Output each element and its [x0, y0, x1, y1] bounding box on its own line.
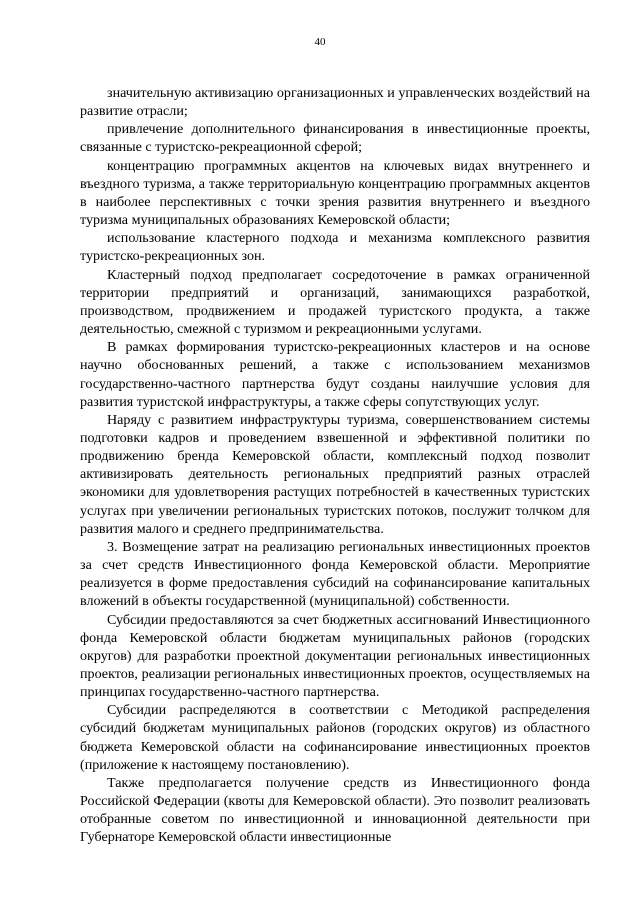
paragraph-subsidies-distribution: Субсидии распределяются в соответствии с Методикой распределения субсидий бюджетам муниципальных районов (городских округов) из областного бюджета Кемеровской области на софинансирование инвестиционных проектов (приложение к настоящему постановлению). — [80, 702, 590, 773]
paragraph-additional-financing: привлечение дополнительного финансирования в инвестиционные проекты, связанные с туристско-рекреационной сферой; — [80, 121, 590, 156]
paragraph-federal-fund: Также предполагается получение средств из Инвестиционного фонда Российской Федерации (квоты для Кемеровской области). Это позволит реализовать отобранные советом по инвестиционной и инновационной деятельности при Губернаторе Кемеровской области инвестиционные — [80, 774, 590, 846]
paragraph-subsidies-provision: Субсидии предоставляются за счет бюджетных ассигнований Инвестиционного фонда Кемеровской области бюджетам муниципальных районов (городских округов) для разработки проектной документации региональных инвестиционных проектов, реализации региональных инвестиционных проектов, осуществляемых на принципах государственно-частного партнерства. — [80, 611, 590, 701]
paragraph-investment-fund-compensation: 3. Возмещение затрат на реализацию региональных инвестиционных проектов за счет средств Инвестиционного фонда Кемеровской области. Мероприятие реализуется в форме предоставления субсидий на софинансирование капитальных вложений в объекты государственной (муниципальной) собственности. — [80, 538, 590, 610]
paragraph-activization: значительную активизацию организационных и управленческих воздействий на развитие отрасли; — [80, 85, 590, 120]
paragraph-cluster-definition: Кластерный подход предполагает сосредоточение в рамках ограниченной территории предприятий и организаций, занимающихся разработкой, производством, продвижением и продажей туристского продукта, а также деятельностью, смежной с туризмом и рекреационными услугами. — [80, 266, 590, 338]
paragraph-tourism-clusters: В рамках формирования туристско-рекреационных кластеров и на основе научно обоснованных решений, а также с использованием механизмов государственно-частного партнерства будут созданы наилучшие условия для развития туристской инфраструктуры, а также сферы сопутствующих услуг. — [80, 339, 590, 410]
paragraph-cluster-approach-use: использование кластерного подхода и механизма комплексного развития туристско-рекреационных зон. — [80, 230, 590, 265]
paragraph-program-concentration: концентрацию программных акцентов на ключевых видах внутреннего и въездного туризма, а также территориальную концентрацию программных акцентов в наиболее перспективных с точки зрения развития внутреннего и въездного туризма муниципальных образованиях Кемеровской области; — [80, 157, 590, 229]
paragraph-infrastructure-development: Наряду с развитием инфраструктуры туризма, совершенствованием системы подготовки кадров и проведением взвешенной и эффективной политики по продвижению бренда Кемеровской области, комплексный подход позволит активизировать деятельность региональных предприятий разных отраслей экономики для удовлетворения растущих потребностей в качественных туристских услугах при увеличении региональных туристских потоков, послужит толчком для развития малого и среднего предпринимательства. — [80, 411, 590, 537]
page-number: 40 — [314, 36, 326, 48]
document-body — [80, 84, 590, 847]
